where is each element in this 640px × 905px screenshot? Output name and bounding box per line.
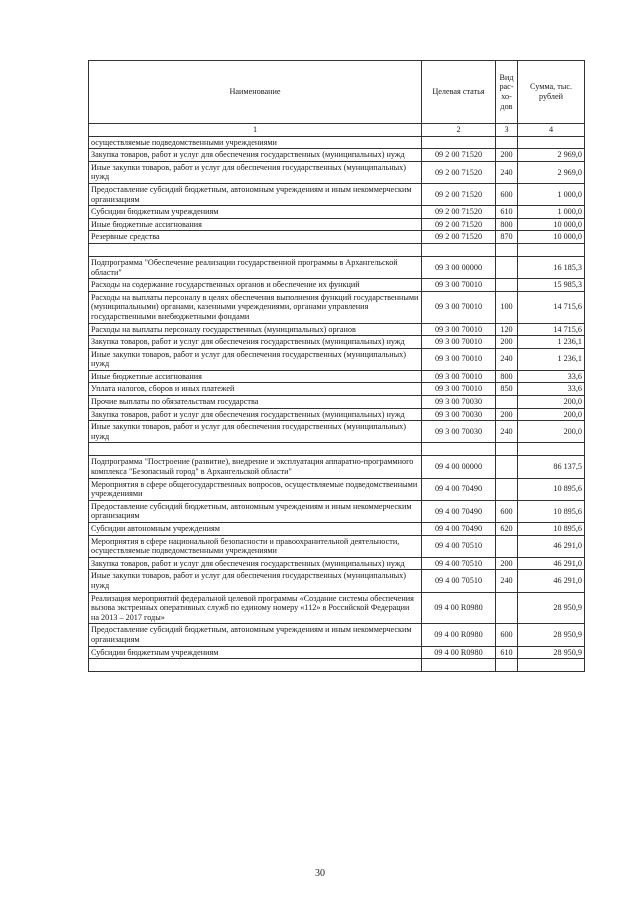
row-expense-kind: 240 (496, 570, 518, 592)
table-row (89, 557, 585, 570)
row-target-code: 09 3 00 70030 (422, 408, 496, 421)
row-sum: 1 236,1 (518, 336, 585, 349)
empty-cell (89, 659, 422, 672)
row-sum: 46 291,0 (518, 535, 585, 557)
row-name: Расходы на выплаты персоналу государственных (муниципальных) органов (89, 323, 422, 336)
row-target-code: 09 3 00 70010 (422, 291, 496, 323)
table-row (89, 149, 585, 162)
table-row (89, 421, 585, 443)
table-row (89, 408, 585, 421)
table-row (89, 231, 585, 244)
row-name: Предоставление субсидий бюджетным, автономным учреждениям и иным некоммерческим организациям (89, 183, 422, 205)
row-name: Закупка товаров, работ и услуг для обеспечения государственных (муниципальных) нужд (89, 149, 422, 162)
row-sum: 14 715,6 (518, 291, 585, 323)
empty-cell (496, 659, 518, 672)
row-sum: 10 000,0 (518, 231, 585, 244)
row-name: Расходы на выплаты персоналу в целях обеспечения выполнения функций государственными (муниципальными) органами, казенными учреждениями, органами управления государственными внебюджетными фондами (89, 291, 422, 323)
row-expense-kind (496, 396, 518, 409)
header-code: Целевая статья (422, 61, 496, 124)
row-name: Уплата налогов, сборов и иных платежей (89, 383, 422, 396)
empty-cell (89, 243, 422, 256)
row-target-code: 09 4 00 70510 (422, 570, 496, 592)
row-expense-kind: 600 (496, 183, 518, 205)
table-row (89, 370, 585, 383)
column-index: 2 (422, 124, 496, 137)
row-expense-kind: 600 (496, 624, 518, 646)
column-index-row (89, 124, 585, 137)
row-sum: 200,0 (518, 408, 585, 421)
row-target-code: 09 2 00 71520 (422, 183, 496, 205)
row-target-code: 09 4 00 R0980 (422, 592, 496, 624)
row-expense-kind: 200 (496, 408, 518, 421)
row-target-code: 09 3 00 70010 (422, 370, 496, 383)
row-expense-kind (496, 478, 518, 500)
empty-cell (422, 243, 496, 256)
row-expense-kind: 850 (496, 383, 518, 396)
table-row (89, 348, 585, 370)
table-row (89, 592, 585, 624)
row-sum: 1 000,0 (518, 183, 585, 205)
table-row (89, 646, 585, 659)
row-sum: 10 000,0 (518, 218, 585, 231)
row-name: Иные закупки товаров, работ и услуг для обеспечения государственных (муниципальных) нужд (89, 570, 422, 592)
row-target-code (422, 136, 496, 149)
subprogram-row (89, 256, 585, 278)
table-row (89, 279, 585, 292)
column-index: 4 (518, 124, 585, 137)
empty-cell (518, 659, 585, 672)
row-expense-kind: 240 (496, 161, 518, 183)
row-sum: 10 895,6 (518, 500, 585, 522)
row-target-code: 09 4 00 R0980 (422, 624, 496, 646)
row-target-code: 09 2 00 71520 (422, 218, 496, 231)
row-sum: 1 000,0 (518, 206, 585, 219)
row-name: Субсидии бюджетным учреждениям (89, 646, 422, 659)
row-target-code: 09 4 00 70490 (422, 478, 496, 500)
row-expense-kind: 610 (496, 646, 518, 659)
row-target-code: 09 4 00 70490 (422, 500, 496, 522)
table-row (89, 383, 585, 396)
header-row (89, 61, 585, 124)
row-target-code: 09 2 00 71520 (422, 206, 496, 219)
empty-cell (496, 443, 518, 456)
row-name: Иные закупки товаров, работ и услуг для обеспечения государственных (муниципальных) нужд (89, 348, 422, 370)
header-sum: Сумма, тыс. рублей (518, 61, 585, 124)
row-expense-kind: 100 (496, 291, 518, 323)
table-row (89, 218, 585, 231)
row-name: Иные бюджетные ассигнования (89, 218, 422, 231)
header-name: Наименование (89, 61, 422, 124)
row-sum: 15 985,3 (518, 279, 585, 292)
row-sum: 46 291,0 (518, 557, 585, 570)
row-sum: 16 185,3 (518, 256, 585, 278)
row-target-code: 09 4 00 00000 (422, 456, 496, 478)
row-sum: 10 895,6 (518, 478, 585, 500)
empty-cell (518, 443, 585, 456)
table-row (89, 478, 585, 500)
table-row (89, 183, 585, 205)
budget-table (88, 60, 585, 672)
row-expense-kind: 120 (496, 323, 518, 336)
row-sum: 2 969,0 (518, 149, 585, 162)
table-row (89, 136, 585, 149)
spacer-row (89, 659, 585, 672)
row-expense-kind: 800 (496, 218, 518, 231)
row-target-code: 09 4 00 70510 (422, 535, 496, 557)
row-name: Подпрограмма "Обеспечение реализации государственной программы в Архангельской области" (89, 256, 422, 278)
row-expense-kind: 610 (496, 206, 518, 219)
row-target-code: 09 4 00 R0980 (422, 646, 496, 659)
row-sum: 1 236,1 (518, 348, 585, 370)
empty-cell (89, 443, 422, 456)
row-target-code: 09 3 00 70030 (422, 421, 496, 443)
row-expense-kind: 800 (496, 370, 518, 383)
table-row (89, 570, 585, 592)
row-sum: 28 950,9 (518, 646, 585, 659)
row-name: Закупка товаров, работ и услуг для обеспечения государственных (муниципальных) нужд (89, 336, 422, 349)
row-sum: 10 895,6 (518, 523, 585, 536)
row-expense-kind: 200 (496, 149, 518, 162)
row-expense-kind: 600 (496, 500, 518, 522)
table-row (89, 291, 585, 323)
empty-cell (422, 443, 496, 456)
row-expense-kind: 870 (496, 231, 518, 244)
row-target-code: 09 3 00 70010 (422, 348, 496, 370)
row-sum: 33,6 (518, 383, 585, 396)
table-row (89, 500, 585, 522)
row-name: Иные закупки товаров, работ и услуг для обеспечения государственных (муниципальных) нужд (89, 421, 422, 443)
row-sum: 86 137,5 (518, 456, 585, 478)
column-index: 3 (496, 124, 518, 137)
row-sum: 28 950,9 (518, 592, 585, 624)
row-target-code: 09 4 00 70490 (422, 523, 496, 536)
row-name: Мероприятия в сфере национальной безопасности и правоохранительной деятельности, осуществляемые подведомственными учреждениями (89, 535, 422, 557)
row-name: Резервные средства (89, 231, 422, 244)
row-target-code: 09 3 00 70010 (422, 383, 496, 396)
row-name: Предоставление субсидий бюджетным, автономным учреждениям и иным некоммерческим организациям (89, 624, 422, 646)
row-expense-kind: 240 (496, 348, 518, 370)
table-row (89, 523, 585, 536)
row-expense-kind: 200 (496, 557, 518, 570)
row-sum: 200,0 (518, 421, 585, 443)
table-row (89, 206, 585, 219)
row-target-code: 09 3 00 70010 (422, 323, 496, 336)
row-target-code: 09 2 00 71520 (422, 161, 496, 183)
row-expense-kind: 200 (496, 336, 518, 349)
row-name: Субсидии бюджетным учреждениям (89, 206, 422, 219)
row-sum: 28 950,9 (518, 624, 585, 646)
row-sum: 14 715,6 (518, 323, 585, 336)
row-target-code: 09 4 00 70510 (422, 557, 496, 570)
page-number: 30 (315, 868, 325, 879)
row-expense-kind (496, 136, 518, 149)
table-row (89, 161, 585, 183)
table-body (89, 136, 585, 672)
spacer-row (89, 243, 585, 256)
row-target-code: 09 2 00 71520 (422, 149, 496, 162)
row-name: Закупка товаров, работ и услуг для обеспечения государственных (муниципальных) нужд (89, 408, 422, 421)
row-expense-kind (496, 592, 518, 624)
row-name: осуществляемые подведомственными учреждениями (89, 136, 422, 149)
empty-cell (518, 243, 585, 256)
table-row (89, 323, 585, 336)
row-expense-kind: 620 (496, 523, 518, 536)
row-name: Мероприятия в сфере общегосударственных вопросов, осуществляемые подведомственными учреждениями (89, 478, 422, 500)
subprogram-row (89, 456, 585, 478)
row-sum: 46 291,0 (518, 570, 585, 592)
row-expense-kind (496, 279, 518, 292)
row-name: Прочие выплаты по обязательствам государства (89, 396, 422, 409)
header-kind: Вид рас-хо-дов (496, 61, 518, 124)
row-sum: 33,6 (518, 370, 585, 383)
row-name: Иные бюджетные ассигнования (89, 370, 422, 383)
empty-cell (422, 659, 496, 672)
row-expense-kind (496, 535, 518, 557)
spacer-row (89, 443, 585, 456)
row-name: Расходы на содержание государственных органов и обеспечение их функций (89, 279, 422, 292)
row-target-code: 09 3 00 70030 (422, 396, 496, 409)
empty-cell (496, 243, 518, 256)
row-expense-kind (496, 256, 518, 278)
row-sum (518, 136, 585, 149)
table-row (89, 396, 585, 409)
row-target-code: 09 3 00 70010 (422, 279, 496, 292)
row-name: Закупка товаров, работ и услуг для обеспечения государственных (муниципальных) нужд (89, 557, 422, 570)
row-target-code: 09 3 00 70010 (422, 336, 496, 349)
row-name: Субсидии автономным учреждениям (89, 523, 422, 536)
row-name: Иные закупки товаров, работ и услуг для обеспечения государственных (муниципальных) нужд (89, 161, 422, 183)
row-expense-kind (496, 456, 518, 478)
row-expense-kind: 240 (496, 421, 518, 443)
table-row (89, 535, 585, 557)
row-target-code: 09 3 00 00000 (422, 256, 496, 278)
row-target-code: 09 2 00 71520 (422, 231, 496, 244)
row-sum: 2 969,0 (518, 161, 585, 183)
table-row (89, 624, 585, 646)
row-name: Предоставление субсидий бюджетным, автономным учреждениям и иным некоммерческим организациям (89, 500, 422, 522)
table-row (89, 336, 585, 349)
row-sum: 200,0 (518, 396, 585, 409)
row-name: Реализация мероприятий федеральной целевой программы «Создание системы обеспечения вызова экстренных оперативных служб по единому номеру «112» в Российской Федерации на 2013 – 2017 годы» (89, 592, 422, 624)
row-name: Подпрограмма "Построение (развитие), внедрение и эксплуатация аппаратно-программного комплекса "Безопасный город" в Архангельской области" (89, 456, 422, 478)
column-index: 1 (89, 124, 422, 137)
